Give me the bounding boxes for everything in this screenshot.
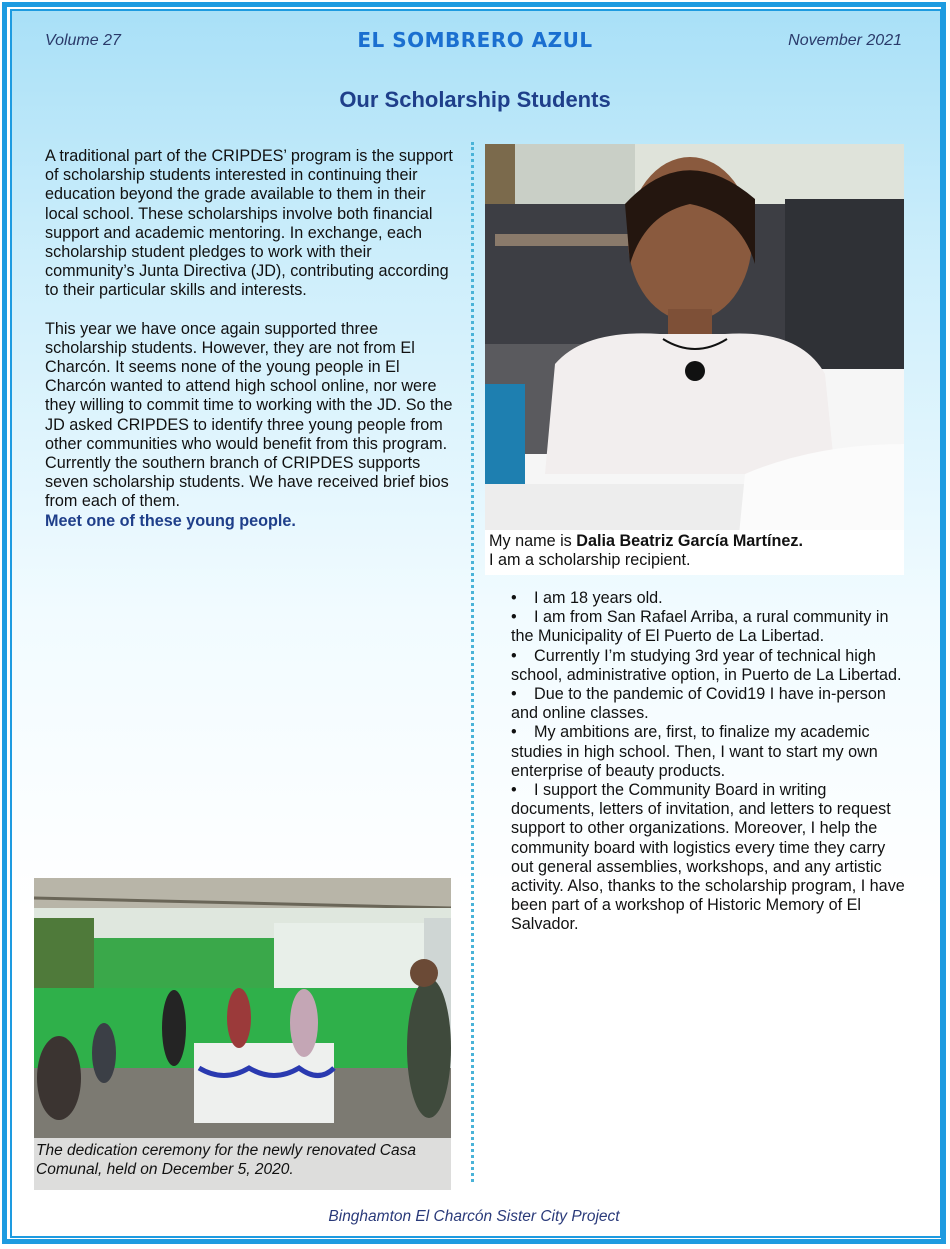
ceremony-caption: The dedication ceremony for the newly renovated Casa Comunal, held on December 5, 2020. <box>34 1138 451 1190</box>
bio-list <box>511 589 911 935</box>
masthead: EL SOMBRERO AZUL <box>357 28 593 52</box>
bullet-icon: • <box>511 781 517 800</box>
footer: Binghamton El Charcón Sister City Project <box>328 1208 620 1225</box>
photo-caption <box>489 532 899 570</box>
bullet-icon: • <box>511 685 517 704</box>
bullet-icon: • <box>511 589 517 607</box>
caption-line2: I am a scholarship recipient. <box>489 551 691 569</box>
list-item: • Due to the pandemic of Covid19 I have in-person and online classes. <box>511 685 886 723</box>
list-item: • I am 18 years old. <box>511 589 663 607</box>
bullet-icon: • <box>511 646 517 665</box>
meet-student-link: Meet one of these young people. <box>45 511 296 530</box>
left-column <box>45 147 460 531</box>
page-title: Our Scholarship Students <box>339 87 611 112</box>
scholarship-paragraph: This year we have once again supported three scholarship students. However, they are not from El Charcón. It seems none of the young people in El Charcón wanted to attend high school online, nor were they willing to commit time to working with the JD. So the JD asked CRIPDES to identify three young people from other communities who would benefit from this program. Currently the southern branch of CRIPDES supports seven scholarship students. We have received brief bios from each of them. <box>45 319 453 511</box>
list-item: • I am from San Rafael Arriba, a rural community in the Municipality of El Puerto de La Libertad. <box>511 608 889 646</box>
issue-date: November 2021 <box>788 32 902 49</box>
caption-prefix: My name is <box>489 532 577 550</box>
bullet-icon: • <box>511 608 517 627</box>
intro-paragraph: A traditional part of the CRIPDES’ program is the support of scholarship students interested in continuing their education beyond the grade available to them in their local school. These scholarships involve both financial support and academic mentoring. In exchange, each scholarship student pledges to work with their community’s Junta Directiva (JD), contributing according to their particular skills and interests. <box>45 147 453 300</box>
list-item: • My ambitions are, first, to finalize my academic studies in high school. Then, I want to start my own enterprise of beauty products. <box>511 723 878 780</box>
column-divider <box>471 142 474 1182</box>
student-name: Dalia Beatriz García Martínez. <box>576 532 803 550</box>
volume-label: Volume 27 <box>45 32 121 49</box>
list-item: • I support the Community Board in writing documents, letters of invitation, and letters to request support to other organizations. Moreover, I help the community board with logistics every time they carry out general assemblies, workshops, and any artistic activity. Also, thanks to the scholarship program, I have been part of a workshop of Historic Memory of El Salvador. <box>511 781 905 934</box>
student-photo <box>485 144 904 575</box>
list-item: • Currently I’m studying 3rd year of technical high school, administrative option, in Puerto de La Libertad. <box>511 646 902 684</box>
bullet-icon: • <box>511 723 517 742</box>
